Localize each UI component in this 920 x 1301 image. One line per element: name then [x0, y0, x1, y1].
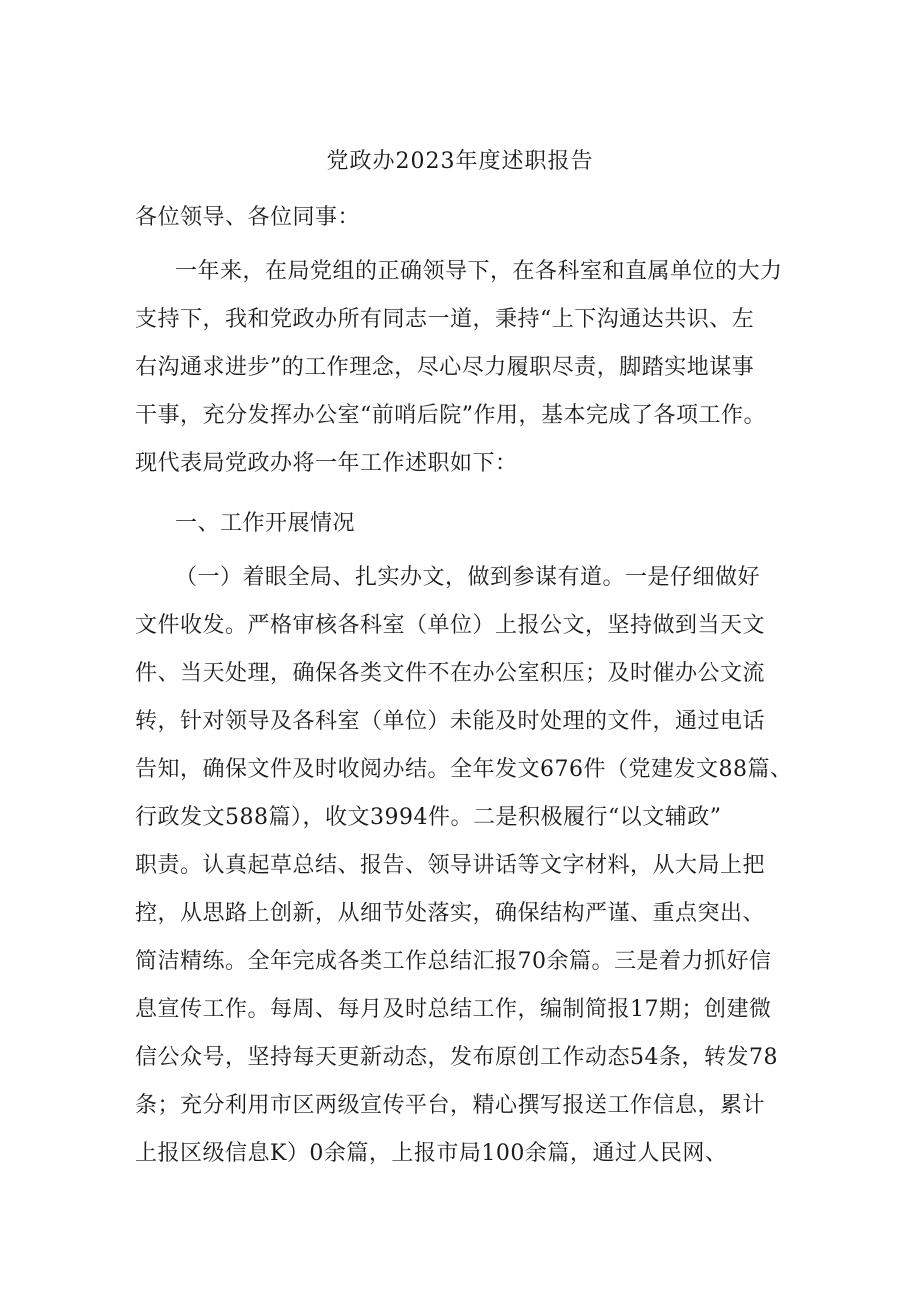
paragraph-line: 现代表局党政办将一年工作述职如下： [135, 451, 518, 476]
paragraph-line: 支持下，我和党政办所有同志一道，秉持“上下沟通达共识、左 [135, 307, 755, 332]
paragraph-line: 条；充分利用市区两级宣传平台，精心撰写报送工作信息，累计 [135, 1093, 766, 1118]
paragraph-line: 信公众号，坚持每天更新动态，发布原创工作动态54条，转发78 [135, 1045, 778, 1070]
paragraph-line: 上报区级信息K）0余篇，上报市局100余篇，通过人民网、 [135, 1141, 728, 1166]
paragraph-line: 息宣传工作。每周、每月及时总结工作，编制简报17期；创建微 [135, 997, 772, 1022]
paragraph-line: 右沟通求进步”的工作理念，尽心尽力履职尽责，脚踏实地谋事 [135, 355, 755, 380]
paragraph-line: 一年来，在局党组的正确领导下，在各科室和直属单位的大力 [175, 259, 783, 284]
paragraph-line: 告知，确保文件及时收阅办结。全年发文676件（党建发文88篇、 [135, 757, 793, 782]
paragraph-line: 行政发文588篇），收文3994件。二是积极履行“以文辅政” [135, 805, 722, 830]
document-title: 党政办2023年度述职报告 [326, 149, 594, 174]
paragraph-line: 简洁精练。全年完成各类工作总结汇报70余篇。三是着力抓好信 [135, 949, 772, 974]
paragraph-line: （一）着眼全局、扎实办文，做到参谋有道。一是仔细做好 [175, 565, 761, 590]
paragraph-line: 干事，充分发挥办公室“前哨后院”作用，基本完成了各项工作。 [135, 403, 766, 428]
section-heading: 一、工作开展情况 [175, 511, 356, 536]
paragraph-line: 控，从思路上创新，从细节处落实，确保结构严谨、重点突出、 [135, 901, 766, 926]
paragraph-line: 职责。认真起草总结、报告、领导讲话等文字材料，从大局上把 [135, 853, 766, 878]
paragraph-line: 件、当天处理，确保各类文件不在办公室积压；及时催办公文流 [135, 661, 766, 686]
paragraph-line: 文件收发。严格审核各科室（单位）上报公文，坚持做到当天文 [135, 613, 766, 638]
salutation: 各位领导、各位同事： [135, 205, 361, 230]
paragraph-line: 转，针对领导及各科室（单位）未能及时处理的文件，通过电话 [135, 709, 766, 734]
